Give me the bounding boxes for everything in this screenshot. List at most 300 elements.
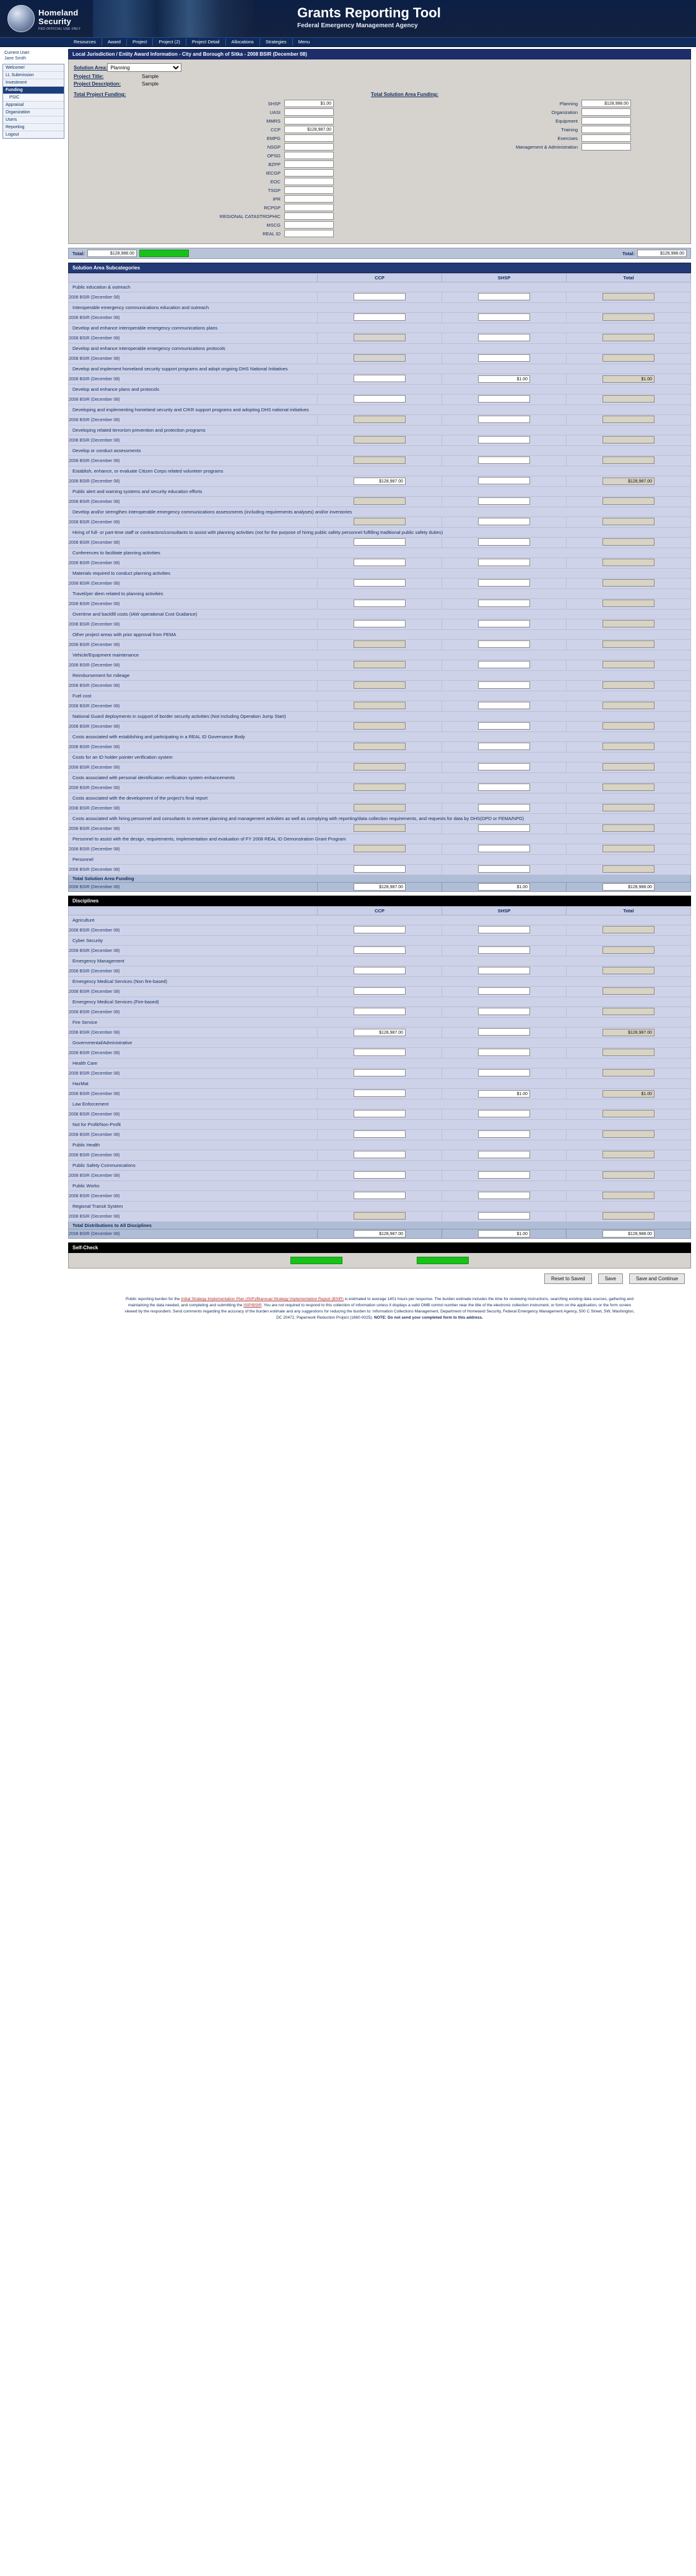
category-row (69, 1161, 691, 1171)
ccp-amount-input[interactable] (354, 620, 406, 627)
amount-cell (442, 497, 567, 507)
save-button[interactable]: Save (598, 1273, 623, 1284)
shsp-amount-input[interactable] (478, 824, 530, 832)
table-row (69, 333, 691, 344)
ccp-amount-input[interactable] (354, 313, 406, 321)
shsp-amount-input[interactable] (478, 538, 530, 546)
category-label: Materials required to conduct planning activities (69, 569, 691, 579)
category-row (69, 814, 691, 824)
amount-cell (318, 354, 442, 364)
funding-value-input[interactable]: $1.00 (284, 100, 334, 107)
shsp-total-value: $1.00 (478, 883, 530, 891)
funding-label: Equipment (555, 118, 578, 124)
ccp-amount-input[interactable] (354, 354, 406, 362)
shsp-amount-input[interactable] (478, 1069, 530, 1076)
funding-label: Exercises (557, 135, 578, 141)
amount-cell (318, 865, 442, 875)
sidebar-item-reporting[interactable]: Reporting (3, 124, 64, 131)
sidebar-item-logout[interactable]: Logout (3, 131, 64, 138)
shsp-amount-input[interactable] (478, 1110, 530, 1117)
total-amount-input (602, 416, 655, 423)
category-label: Costs associated with hiring personnel and consultants to oversee planning and management activities as well as complying with reporting/data collection requirements, and requests for data by DHS(OPD or FEMA/NPD) (69, 814, 691, 824)
solution-area-select[interactable] (107, 63, 181, 72)
amount-cell (442, 681, 567, 691)
total-amount-input (602, 518, 655, 525)
shsp-amount-input[interactable] (478, 681, 530, 689)
reporting-period-label: 2008 BSIR (December 08) (69, 435, 318, 446)
shsp-amount-input[interactable] (478, 620, 530, 627)
amount-cell (567, 1068, 691, 1079)
amount-cell (442, 1191, 567, 1202)
ccp-amount-input[interactable]: $128,987.00 (354, 1029, 406, 1036)
isip-bsir-link-1[interactable]: Initial Strategy Implementation Plan (ISIP)/Biannual Strategy Implementation Report (BSIR) (181, 1297, 344, 1301)
total-amount-input (602, 824, 655, 832)
funding-value-input[interactable] (581, 126, 631, 133)
ccp-amount-input (354, 497, 406, 505)
sidebar-item-psic[interactable]: PSIC (3, 94, 64, 102)
sidebar-item-appraisal[interactable]: Appraisal (3, 102, 64, 109)
category-label: Personnel (69, 855, 691, 865)
shsp-amount-input[interactable] (478, 313, 530, 321)
ccp-amount-input[interactable] (354, 1192, 406, 1199)
shsp-amount-input[interactable]: $1.00 (478, 1090, 530, 1098)
funding-row (371, 126, 631, 133)
reporting-period-label: 2008 BSIR (December 08) (69, 640, 318, 650)
shsp-amount-input[interactable] (478, 1049, 530, 1056)
footer-bold-note: NOTE: Do not send your completed form to this address. (374, 1316, 483, 1320)
funding-value-input[interactable] (284, 195, 334, 203)
reporting-period-label: 2008 BSIR (December 08) (69, 762, 318, 773)
total-amount-input (602, 620, 655, 627)
shsp-amount-input[interactable] (478, 946, 530, 954)
category-row (69, 507, 691, 517)
funding-row (74, 212, 334, 220)
ccp-amount-input[interactable] (354, 538, 406, 546)
jurisdiction-title-bar: Local Jurisdiction / Entity Award Information - City and Borough of Sitka - 2008 BSIR (December 08) (68, 49, 691, 59)
amount-cell (442, 374, 567, 385)
ccp-total-value: $128,987.00 (354, 1230, 406, 1238)
category-label: Fire Service (69, 1018, 691, 1028)
shsp-amount-input[interactable]: $1.00 (478, 375, 530, 383)
project-total-value: $128,988.00 (87, 250, 137, 257)
funding-value-input[interactable] (284, 204, 334, 211)
ccp-amount-input[interactable] (354, 926, 406, 933)
sidebar-item-organization[interactable]: Organization (3, 109, 64, 116)
amount-cell (442, 599, 567, 609)
funding-value-input[interactable] (581, 117, 631, 124)
solution-area-total-value: $128,988.00 (637, 250, 687, 257)
nav-item-allocations[interactable]: Allocations (226, 38, 260, 46)
category-label: Public Safety Communications (69, 1161, 691, 1171)
section-total-label: Total Solution Area Funding (69, 875, 691, 883)
amount-cell (442, 619, 567, 630)
amount-cell (567, 333, 691, 344)
table-row (69, 476, 691, 487)
shsp-amount-input[interactable] (478, 1151, 530, 1158)
selfcheck-right-indicator (417, 1257, 469, 1264)
amount-cell (318, 333, 442, 344)
funding-value-input[interactable] (581, 108, 631, 116)
amount-cell (442, 558, 567, 569)
amount-cell (442, 1048, 567, 1059)
funding-row (74, 204, 334, 211)
shsp-amount-input[interactable] (478, 702, 530, 709)
category-label: Interoperable emergency communications education and outreach (69, 303, 691, 313)
shsp-amount-input[interactable] (478, 416, 530, 423)
amount-cell (567, 456, 691, 466)
main-navigation[interactable] (0, 37, 696, 47)
table-row (69, 558, 691, 569)
shsp-amount-input[interactable] (478, 559, 530, 566)
amount-cell (442, 865, 567, 875)
shsp-amount-input[interactable] (478, 722, 530, 730)
ccp-total-value: $128,987.00 (354, 883, 406, 891)
shsp-amount-input[interactable] (478, 436, 530, 443)
total-amount-input (602, 538, 655, 546)
funding-value-input[interactable] (284, 108, 334, 116)
ccp-amount-input (354, 640, 406, 648)
funding-value-input[interactable] (284, 221, 334, 229)
funding-label: MSCG (266, 222, 281, 228)
category-label: National Guard deployments in support of border security activities (Not including Operation Jump Start) (69, 712, 691, 722)
category-label: Law Enforcement (69, 1099, 691, 1109)
amount-cell (318, 681, 442, 691)
category-label: Develop and enhance interoperable emergency communications plans (69, 323, 691, 333)
category-label: Develop or conduct assessments (69, 446, 691, 456)
shsp-amount-input[interactable] (478, 845, 530, 852)
funding-row (74, 178, 334, 185)
shsp-amount-input[interactable] (478, 518, 530, 525)
disciplines-table (68, 906, 691, 1239)
reporting-period-label: 2008 BSIR (December 08) (69, 803, 318, 814)
section-total-header-row (69, 1222, 691, 1229)
reporting-period-label: 2008 BSIR (December 08) (69, 783, 318, 793)
funding-label: Organization (551, 109, 578, 115)
nav-item-project-detail[interactable]: Project Detail (186, 38, 226, 46)
funding-value-input[interactable] (284, 160, 334, 168)
category-row (69, 773, 691, 783)
ccp-amount-input[interactable] (354, 1049, 406, 1056)
total-amount-input (602, 436, 655, 443)
table-row (69, 354, 691, 364)
total-amount-input (602, 784, 655, 791)
table-row (69, 517, 691, 528)
funding-row (74, 230, 334, 237)
shsp-amount-input[interactable] (478, 1008, 530, 1015)
main-content (68, 47, 694, 1332)
reporting-period-label: 2008 BSIR (December 08) (69, 1130, 318, 1140)
shsp-amount-input[interactable] (478, 926, 530, 933)
shsp-amount-input[interactable] (478, 661, 530, 668)
sidebar-item-investment[interactable]: Investment (3, 79, 64, 87)
total-amount-input (602, 1212, 655, 1220)
shsp-amount-input[interactable] (478, 640, 530, 648)
amount-cell (567, 681, 691, 691)
funding-label: REGIONAL CATASTROPHIC (219, 213, 281, 219)
sidebar-item-users[interactable]: Users (3, 116, 64, 124)
category-label: Hiring of full- or part-time staff or contractors/consultants to assist with planning activities (not for the purpose of hiring public safety personnel fulfilling traditional public safety duties) (69, 528, 691, 538)
category-label: Regional Transit System (69, 1202, 691, 1212)
table-row (69, 722, 691, 732)
ccp-amount-input (354, 784, 406, 791)
total-project-funding-block (74, 92, 334, 238)
amount-cell (442, 946, 567, 956)
category-label: Public Health (69, 1140, 691, 1150)
category-label: Costs associated with personal identification verification system enhancements (69, 773, 691, 783)
amount-cell (318, 762, 442, 773)
shsp-amount-input[interactable] (478, 456, 530, 464)
funding-value-input[interactable] (284, 117, 334, 124)
footer-text-1: Public reporting burden for the (125, 1297, 181, 1301)
ccp-amount-input (354, 456, 406, 464)
ccp-amount-input (354, 661, 406, 668)
category-label: Vehicle/Equipment maintenance (69, 650, 691, 660)
category-row (69, 855, 691, 865)
shsp-amount-input[interactable] (478, 804, 530, 811)
solution-area-total-label: Total: (622, 250, 635, 256)
amount-cell (442, 395, 567, 405)
amount-cell (567, 395, 691, 405)
amount-cell (442, 824, 567, 834)
amount-cell (567, 1171, 691, 1181)
total-amount-input (602, 313, 655, 321)
reporting-period-label: 2008 BSIR (December 08) (69, 701, 318, 712)
ccp-amount-input[interactable] (354, 1089, 406, 1097)
category-row (69, 303, 691, 313)
shsp-amount-input[interactable] (478, 967, 530, 974)
sidebar-item-ll-submission[interactable]: LL Submission (3, 72, 64, 79)
amount-cell (318, 701, 442, 712)
reporting-period-label: 2008 BSIR (December 08) (69, 415, 318, 426)
save-and-continue-button[interactable]: Save and Continue (629, 1273, 685, 1284)
category-row (69, 1140, 691, 1150)
amount-cell (442, 415, 567, 426)
amount-cell (442, 292, 567, 303)
sidebar-menu[interactable] (2, 64, 64, 139)
amount-cell (442, 701, 567, 712)
ccp-amount-input[interactable] (354, 293, 406, 300)
total-amount-input (602, 640, 655, 648)
table-row (69, 824, 691, 834)
amount-cell (567, 660, 691, 671)
amount-cell (442, 313, 567, 323)
nav-item-award[interactable]: Award (102, 38, 127, 46)
funding-value-input[interactable] (581, 143, 631, 151)
funding-value-input[interactable]: $128,988.00 (581, 100, 631, 107)
category-row (69, 834, 691, 844)
amount-cell (567, 783, 691, 793)
ccp-amount-input[interactable] (354, 1008, 406, 1015)
table-row (69, 762, 691, 773)
ccp-amount-input (354, 804, 406, 811)
funding-value-input[interactable] (284, 143, 334, 151)
ccp-amount-input[interactable] (354, 1069, 406, 1076)
total-amount-input: $128,987.00 (602, 478, 655, 485)
ccp-amount-input[interactable] (354, 1130, 406, 1138)
shsp-amount-input[interactable] (478, 1028, 530, 1036)
shsp-total-value: $1.00 (478, 1230, 530, 1238)
category-label: Public Works (69, 1181, 691, 1191)
category-row (69, 364, 691, 374)
column-header: SHSP (442, 907, 567, 915)
ccp-amount-input[interactable] (354, 559, 406, 566)
column-header: CCP (318, 907, 442, 915)
funding-value-input[interactable] (284, 152, 334, 159)
isip-bsir-link-2[interactable]: ISIP/BSIR (243, 1303, 262, 1308)
ccp-amount-input[interactable] (354, 865, 406, 873)
amount-cell (567, 762, 691, 773)
amount-cell (567, 579, 691, 589)
ccp-amount-input[interactable] (354, 375, 406, 382)
project-total-green-indicator (139, 250, 189, 257)
category-row (69, 671, 691, 681)
total-amount-input (602, 354, 655, 362)
shsp-amount-input[interactable] (478, 987, 530, 995)
shsp-amount-input[interactable] (478, 743, 530, 750)
shsp-amount-input[interactable] (478, 497, 530, 505)
funding-row (74, 169, 334, 177)
amount-cell (442, 1212, 567, 1222)
shsp-amount-input[interactable] (478, 1212, 530, 1220)
dhs-line-2: Security (38, 17, 71, 26)
ccp-amount-input[interactable] (354, 600, 406, 607)
total-amount-input (602, 456, 655, 464)
amount-cell (442, 1171, 567, 1181)
table-row (69, 1171, 691, 1181)
amount-cell (318, 313, 442, 323)
nav-item-menu[interactable]: Menu (298, 39, 310, 45)
category-row (69, 385, 691, 395)
reporting-period-label: 2008 BSIR (December 08) (69, 1028, 318, 1038)
ccp-amount-input[interactable] (354, 1151, 406, 1158)
ccp-amount-input[interactable] (354, 1171, 406, 1179)
shsp-amount-input[interactable] (478, 763, 530, 771)
total-amount-input (602, 865, 655, 873)
nav-item-project[interactable]: Project (127, 38, 153, 46)
nav-item-resources[interactable]: Resources (68, 38, 102, 46)
shsp-amount-input[interactable] (478, 293, 530, 300)
category-label: Fuel cost (69, 691, 691, 701)
ccp-amount-input[interactable] (354, 967, 406, 974)
footer-text-3: . You are not required to respond to this collection of information unless it displays a valid OMB control number near the title of the electronic collection instrument, or form on the application, or the form screen viewed by the respondent. Send comments regarding the accuracy of the burden estimate and any suggestions for reducing the burden to: Information Collections Management, Department of Homeland Security, Federal Emergency Management Agency, 500 C Street, SW, Washington, DC 20472. Paperwork Reduction Project (1660-0025). (124, 1303, 635, 1320)
reporting-period-label: 2008 BSIR (December 08) (69, 742, 318, 753)
reset-to-saved-button[interactable]: Reset to Saved (544, 1273, 592, 1284)
total-amount-input: $128,987.00 (602, 1029, 655, 1036)
table-row (69, 1191, 691, 1202)
shsp-amount-input[interactable] (478, 784, 530, 791)
category-label: Public education & outreach (69, 282, 691, 292)
amount-cell (318, 395, 442, 405)
funding-label: Planning (559, 100, 578, 107)
shsp-amount-input[interactable] (478, 865, 530, 873)
project-description-value: Sample (142, 81, 159, 87)
funding-value-input[interactable] (581, 134, 631, 142)
shsp-amount-input[interactable] (478, 1171, 530, 1179)
table-row (69, 1028, 691, 1038)
shsp-amount-input[interactable] (478, 395, 530, 403)
amount-cell (567, 824, 691, 834)
reporting-period-label: 2008 BSIR (December 08) (69, 374, 318, 385)
ccp-amount-input[interactable]: $128,987.00 (354, 478, 406, 485)
dhs-seal-icon (7, 5, 35, 32)
category-label: Costs associated with establishing and participating in a REAL ID Governance Body (69, 732, 691, 742)
reporting-period-label: 2008 BSIR (December 08) (69, 1150, 318, 1161)
nav-item-strategies[interactable]: Strategies (260, 38, 293, 46)
table-row (69, 1007, 691, 1018)
column-header: SHSP (442, 274, 567, 282)
amount-cell (318, 783, 442, 793)
funding-value-input[interactable] (284, 134, 334, 142)
shsp-amount-input[interactable] (478, 334, 530, 341)
shsp-amount-input[interactable] (478, 477, 530, 484)
category-row (69, 1079, 691, 1089)
total-amount-input (602, 1151, 655, 1158)
funding-value-input[interactable] (284, 230, 334, 237)
ccp-amount-input[interactable] (354, 395, 406, 403)
funding-value-input[interactable] (284, 212, 334, 220)
category-label: Develop and implement homeland security support programs and adopt ongoing DHS National Initiatives (69, 364, 691, 374)
funding-label: BZPP (268, 161, 281, 167)
shsp-amount-input[interactable] (478, 600, 530, 607)
ccp-amount-input[interactable] (354, 946, 406, 954)
reporting-period-label: 2008 BSIR (December 08) (69, 681, 318, 691)
category-row (69, 589, 691, 599)
ccp-amount-input[interactable] (354, 334, 406, 341)
subcategories-table (68, 273, 691, 892)
total-amount-input (602, 987, 655, 995)
total-amount-input (602, 395, 655, 403)
shsp-amount-input[interactable] (478, 354, 530, 362)
ccp-amount-input[interactable] (354, 987, 406, 995)
category-label: Agriculture (69, 915, 691, 925)
ccp-amount-input[interactable] (354, 579, 406, 587)
table-row (69, 415, 691, 426)
amount-cell (318, 824, 442, 834)
shsp-amount-input[interactable] (478, 579, 530, 587)
category-row (69, 936, 691, 946)
total-amount-input (602, 926, 655, 933)
amount-cell (318, 558, 442, 569)
funding-value-input[interactable] (284, 178, 334, 185)
funding-value-input[interactable] (284, 186, 334, 194)
total-solution-area-funding-heading: Total Solution Area Funding: (371, 92, 438, 97)
total-amount-input (602, 293, 655, 300)
funding-value-input[interactable] (284, 169, 334, 177)
amount-cell (567, 803, 691, 814)
total-amount-input (602, 681, 655, 689)
amount-cell (318, 925, 442, 936)
category-label: Personnel to assist with the design, requirements, implementation and evaluation of FY 2008 REAL ID Demonstration Grant Program (69, 834, 691, 844)
column-header: CCP (318, 274, 442, 282)
total-amount-input (602, 702, 655, 709)
category-label: Emergency Management (69, 956, 691, 966)
shsp-amount-input[interactable] (478, 1192, 530, 1199)
shsp-amount-input[interactable] (478, 1130, 530, 1138)
dhs-line-3: FED OFFICIAL USE ONLY (38, 27, 81, 31)
table-row (69, 844, 691, 855)
funding-value-input[interactable]: $128,987.00 (284, 126, 334, 133)
sidebar-item-funding[interactable]: Funding (3, 87, 64, 94)
category-label: Other project areas with prior approval from FEMA (69, 630, 691, 640)
category-label: Overtime and backfill costs (IAW operational Cost Guidance) (69, 609, 691, 619)
nav-item-project-2[interactable]: Project (2) (153, 38, 186, 46)
current-user-block (2, 50, 68, 64)
ccp-amount-input[interactable] (354, 1110, 406, 1117)
funding-row (371, 117, 631, 124)
sidebar-item-welcome[interactable]: Welcome! (3, 64, 64, 72)
disciplines-section-title: Disciplines (68, 896, 691, 906)
category-row (69, 487, 691, 497)
